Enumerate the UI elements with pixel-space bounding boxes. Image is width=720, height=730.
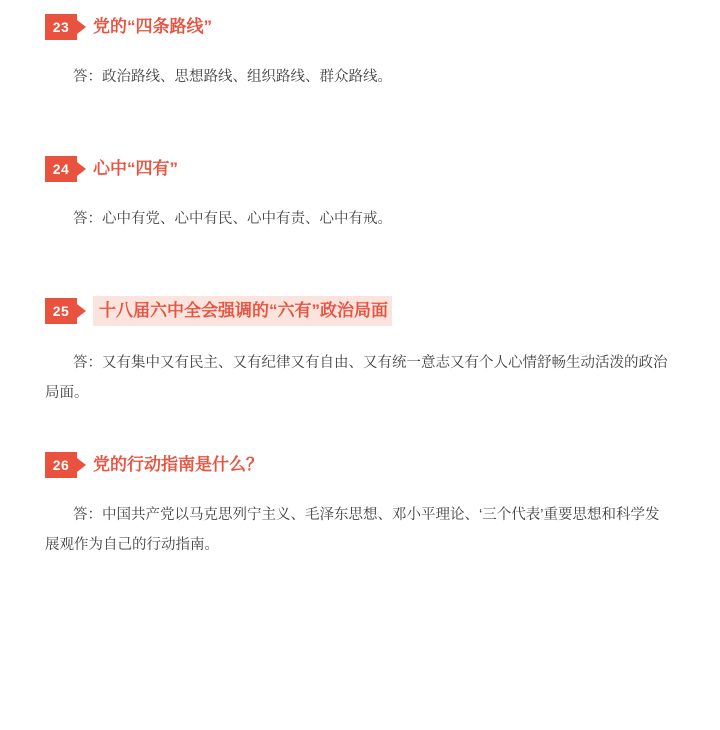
answer-text: 答：中国共产党以马克思列宁主义、毛泽东思想、邓小平理论、‘三个代表’重要思想和科学发展观作为自己的行动指南。 (45, 507, 660, 553)
question-title: 党的“四条路线” (93, 17, 212, 36)
answer-text: 答：又有集中又有民主、又有纪律又有自由、又有统一意志又有个人心情舒畅生动活泼的政治局面。 (45, 355, 668, 401)
question-title: 党的行动指南是什么？ (93, 455, 263, 474)
question-number-badge: 25 (45, 298, 77, 324)
qa-block-23 (45, 14, 675, 92)
qa-block-24 (45, 156, 675, 234)
answer-text: 答：政治路线、思想路线、组织路线、群众路线。 (73, 69, 392, 85)
qa-block-26 (45, 452, 675, 560)
question-header-26 (45, 452, 675, 478)
question-header-25 (45, 296, 675, 326)
question-title: 十八届六中全会强调的“六有”政治局面 (93, 296, 392, 326)
question-title: 心中“四有” (93, 159, 178, 178)
qa-block-25 (45, 296, 675, 408)
question-number-badge: 26 (45, 452, 77, 478)
question-header-24 (45, 156, 675, 182)
question-number-badge: 24 (45, 156, 77, 182)
question-header-23 (45, 14, 675, 40)
question-number-badge: 23 (45, 14, 77, 40)
answer-text: 答：心中有党、心中有民、心中有责、心中有戒。 (73, 211, 392, 227)
